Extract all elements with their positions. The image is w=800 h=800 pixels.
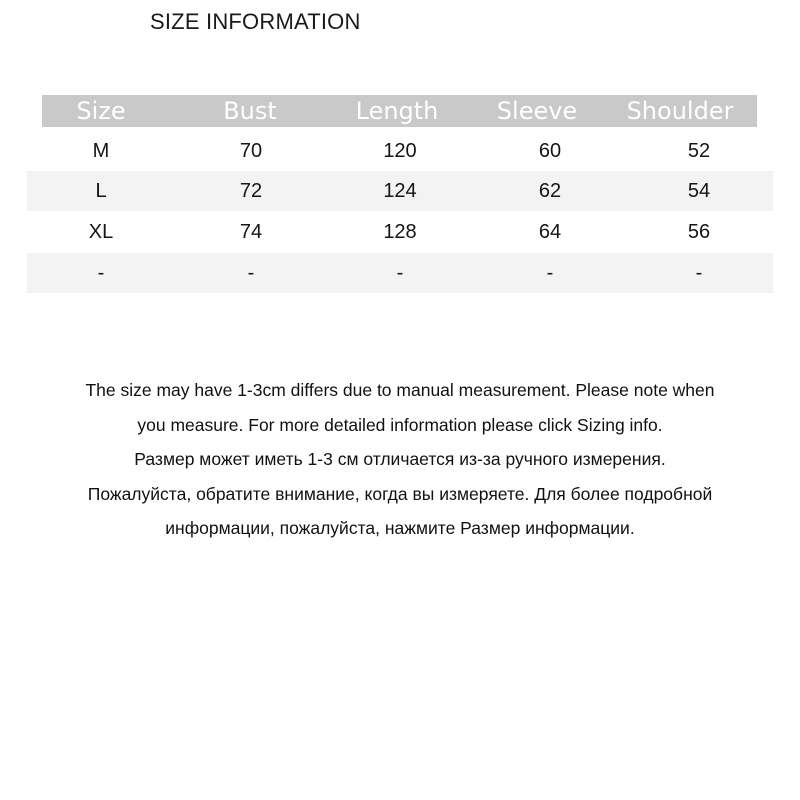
cell-sleeve: - (546, 261, 554, 284)
cell-size: XL (88, 220, 114, 243)
cell-sleeve: 62 (538, 179, 562, 202)
note-line: you measure. For more detailed information please click Sizing info. (137, 414, 663, 435)
header-sleeve: Sleeve (496, 97, 578, 125)
cell-length: 128 (383, 220, 417, 243)
cell-shoulder: 52 (687, 139, 711, 162)
note-line: The size may have 1-3cm differs due to manual measurement. Please note when (85, 380, 715, 400)
table-row (27, 132, 773, 170)
cell-size: - (97, 261, 105, 284)
size-notes (0, 373, 800, 546)
header-size: Size (76, 97, 126, 125)
cell-length: 120 (383, 139, 417, 162)
note-line: Размер может иметь 1-3 см отличается из-за ручного измерения. (134, 449, 666, 469)
cell-sleeve: 64 (538, 220, 562, 243)
header-length: Length (355, 97, 439, 125)
table-row (27, 171, 773, 211)
cell-bust: 72 (239, 179, 263, 202)
cell-sleeve: 60 (538, 139, 562, 162)
note-line: Пожалуйста, обратите внимание, когда вы измеряете. Для более подробной (87, 483, 713, 504)
cell-shoulder: 56 (687, 220, 711, 243)
table-row (27, 212, 773, 252)
cell-bust: - (247, 261, 255, 284)
table-row (27, 253, 773, 293)
cell-length: 124 (383, 179, 417, 202)
cell-shoulder: 54 (687, 179, 711, 202)
cell-length: - (396, 261, 404, 284)
cell-size: M (92, 139, 110, 162)
header-bust: Bust (223, 97, 277, 125)
cell-size: L (95, 179, 107, 202)
cell-bust: 70 (239, 139, 263, 162)
cell-shoulder: - (695, 261, 703, 284)
page-title: SIZE INFORMATION (150, 9, 361, 34)
header-shoulder: Shoulder (626, 97, 734, 125)
table-header-row (42, 95, 757, 127)
note-line: информации, пожалуйста, нажмите Размер информации. (165, 518, 635, 538)
cell-bust: 74 (239, 220, 263, 243)
